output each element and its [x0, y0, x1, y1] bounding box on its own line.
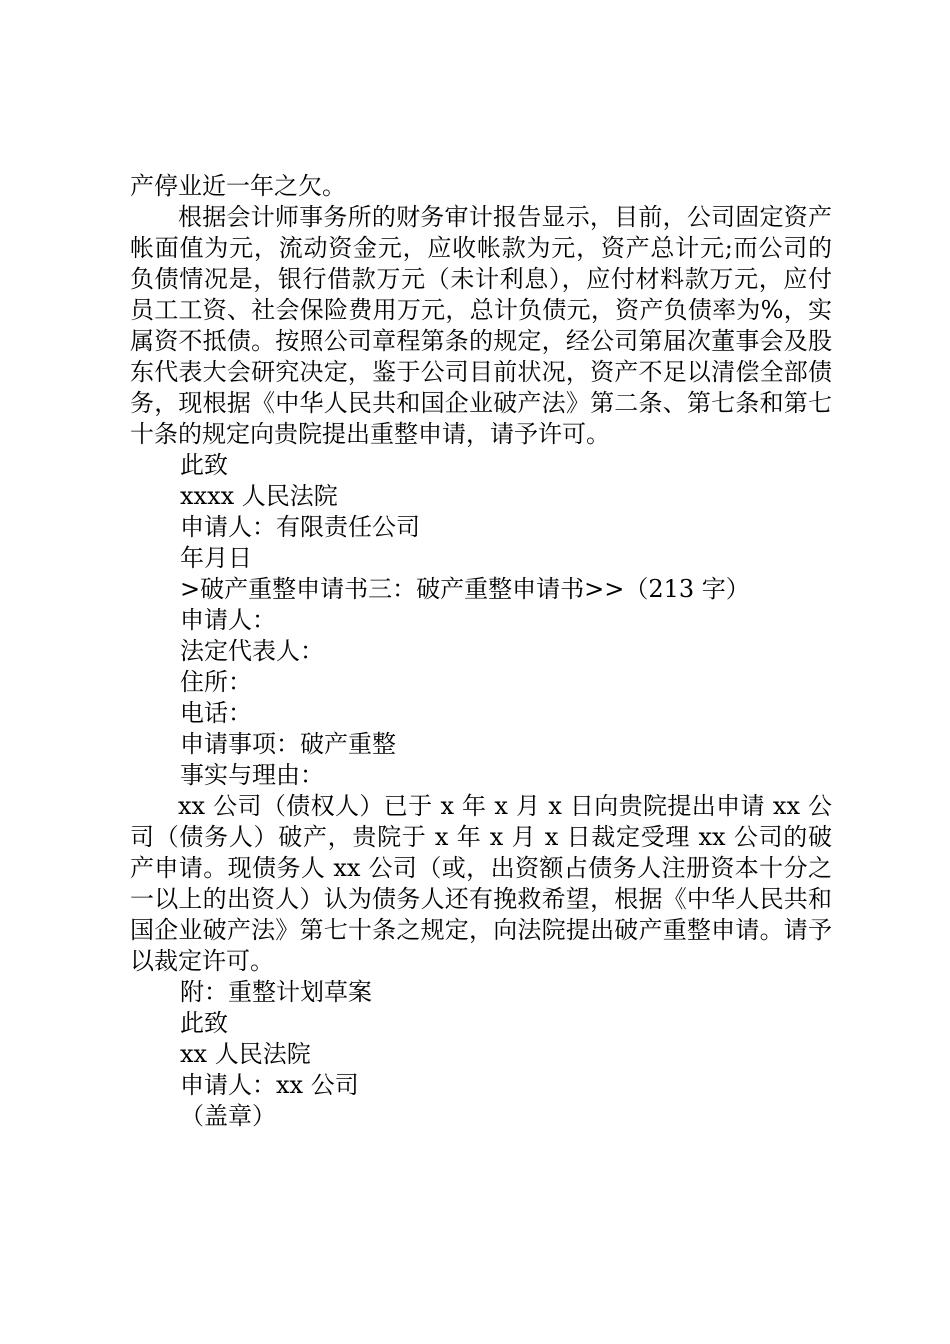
closing-salutation: 此致 [180, 451, 228, 479]
date-line: 年月日 [180, 544, 252, 572]
field-application-matter: 申请事项：破产重整 [180, 730, 396, 758]
field-facts-and-reasons: 事实与理由： [180, 761, 324, 789]
field-legal-representative: 法定代表人： [180, 637, 324, 665]
paragraph-audit-report: 根据会计师事务所的财务审计报告显示，目前，公司固定资产帐面值为元，流动资金元，应收帐款为元，资产总计元;而公司的负债情况是，银行借款万元（未计利息），应付材料款万元，应付员工工资、社会保险费用万元，总计负债元，资产负债率为%，实属资不抵债。按照公司章程第条的规定，经公司第届次董事会及股东代表大会研究决定，鉴于公司目前状况，资产不足以清偿全部债务，现根据《中华人民共和国企业破产法》第二条、第七条和第七十条的规定向贵院提出重整申请，请予许可。 [130, 203, 832, 448]
document-page [130, 171, 832, 1132]
paragraph-continuation: 产停业近一年之欠。 [130, 172, 346, 200]
paragraph-reorganization-request: xx 公司（债权人）已于 x 年 x 月 x 日向贵院提出申请 xx 公司（债务人）破产，贵院于 x 年 x 月 x 日裁定受理 xx 公司的破产申请。现债务人 xx 公司（或，出资额占债务人注册资本十分之一以上的出资人）认为债务人还有挽救希望，根据《中华人民共和国企业破产法》第七十条之规定，向法院提出破产重整申请。请予以裁定许可。 [130, 792, 832, 975]
closing-salutation-2: 此致 [180, 1009, 228, 1037]
applicant-signature: 申请人：有限责任公司 [180, 513, 420, 541]
addressee-court-2: xx 人民法院 [180, 1040, 311, 1068]
applicant-signature-2: 申请人：xx 公司 [180, 1071, 359, 1099]
seal-note: （盖章） [180, 1102, 276, 1130]
section-heading: >破产重整申请书三：破产重整申请书>>（213 字） [180, 575, 750, 603]
field-phone: 电话： [180, 699, 252, 727]
field-address: 住所： [180, 668, 252, 696]
attachment-note: 附：重整计划草案 [180, 978, 372, 1006]
field-applicant: 申请人： [180, 606, 276, 634]
addressee-court: xxxx 人民法院 [180, 482, 338, 510]
